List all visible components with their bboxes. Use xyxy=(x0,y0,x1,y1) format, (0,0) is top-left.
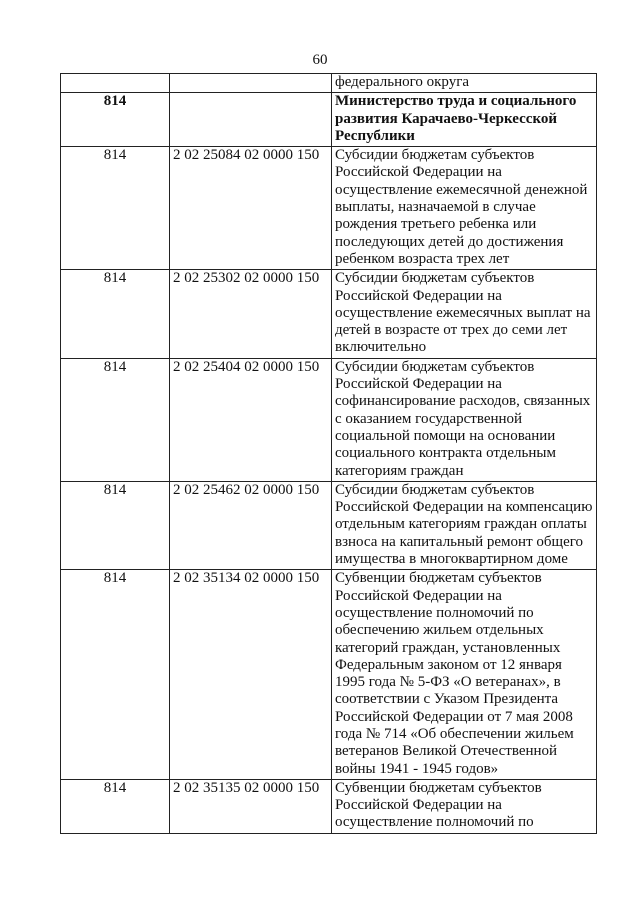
table-row xyxy=(61,270,597,358)
kbk-code-cell: 2 02 35134 02 0000 150 xyxy=(170,570,332,780)
admin-code-cell: 814 xyxy=(61,147,170,270)
kbk-code-cell: 2 02 25302 02 0000 150 xyxy=(170,270,332,358)
admin-code-cell: 814 xyxy=(61,270,170,358)
kbk-code-cell: 2 02 25462 02 0000 150 xyxy=(170,481,332,569)
table-row xyxy=(61,570,597,780)
ministry-name-cell: Министерство труда и социального развития Карачаево-Черкесской Республики xyxy=(332,93,597,147)
income-name-cell: Субвенции бюджетам субъектов Российской Федерации на осуществление полномочий по обеспечению жильем отдельных категорий граждан, установленных Федеральным законом от 12 января 1995 года № 5-ФЗ «О ветеранах», в соответствии с Указом Президента Российской Федерации от 7 мая 2008 года № 714 «Об обеспечении жильем ветеранов Великой Отечественной войны 1941 - 1945 годов» xyxy=(332,570,597,780)
income-name-cell: Субсидии бюджетам субъектов Российской Федерации на осуществление ежемесячной денежной выплаты, назначаемой в случае рождения третьего ребенка или последующих детей до достижения ребенком возраста трех лет xyxy=(332,147,597,270)
page-number: 60 xyxy=(312,52,328,68)
kbk-code-cell: 2 02 25084 02 0000 150 xyxy=(170,147,332,270)
income-name-cell: федерального округа xyxy=(332,74,597,93)
income-name-cell: Субсидии бюджетам субъектов Российской Федерации на осуществление ежемесячных выплат на детей в возрасте от трех до семи лет включительно xyxy=(332,270,597,358)
table-row xyxy=(61,481,597,569)
income-name-cell: Субсидии бюджетам субъектов Российской Федерации на компенсацию отдельным категориям граждан оплаты взноса на капитальный ремонт общего имущества в многоквартирном доме xyxy=(332,481,597,569)
kbk-code-cell xyxy=(170,74,332,93)
admin-code-cell: 814 xyxy=(61,93,170,147)
table-row xyxy=(61,358,597,481)
table-row xyxy=(61,147,597,270)
admin-code-cell: 814 xyxy=(61,481,170,569)
table-row xyxy=(61,779,597,833)
admin-code-cell xyxy=(61,74,170,93)
income-name-cell: Субсидии бюджетам субъектов Российской Федерации на софинансирование расходов, связанных с оказанием государственной социальной помощи на основании социального контракта отдельным категориям граждан xyxy=(332,358,597,481)
admin-code-cell: 814 xyxy=(61,570,170,780)
kbk-code-cell xyxy=(170,93,332,147)
income-name-cell: Субвенции бюджетам субъектов Российской Федерации на осуществление полномочий по xyxy=(332,779,597,833)
table-row-ministry-header xyxy=(61,93,597,147)
kbk-code-cell: 2 02 25404 02 0000 150 xyxy=(170,358,332,481)
table-row xyxy=(61,74,597,93)
budget-classification-table xyxy=(60,73,597,834)
admin-code-cell: 814 xyxy=(61,779,170,833)
kbk-code-cell: 2 02 35135 02 0000 150 xyxy=(170,779,332,833)
admin-code-cell: 814 xyxy=(61,358,170,481)
